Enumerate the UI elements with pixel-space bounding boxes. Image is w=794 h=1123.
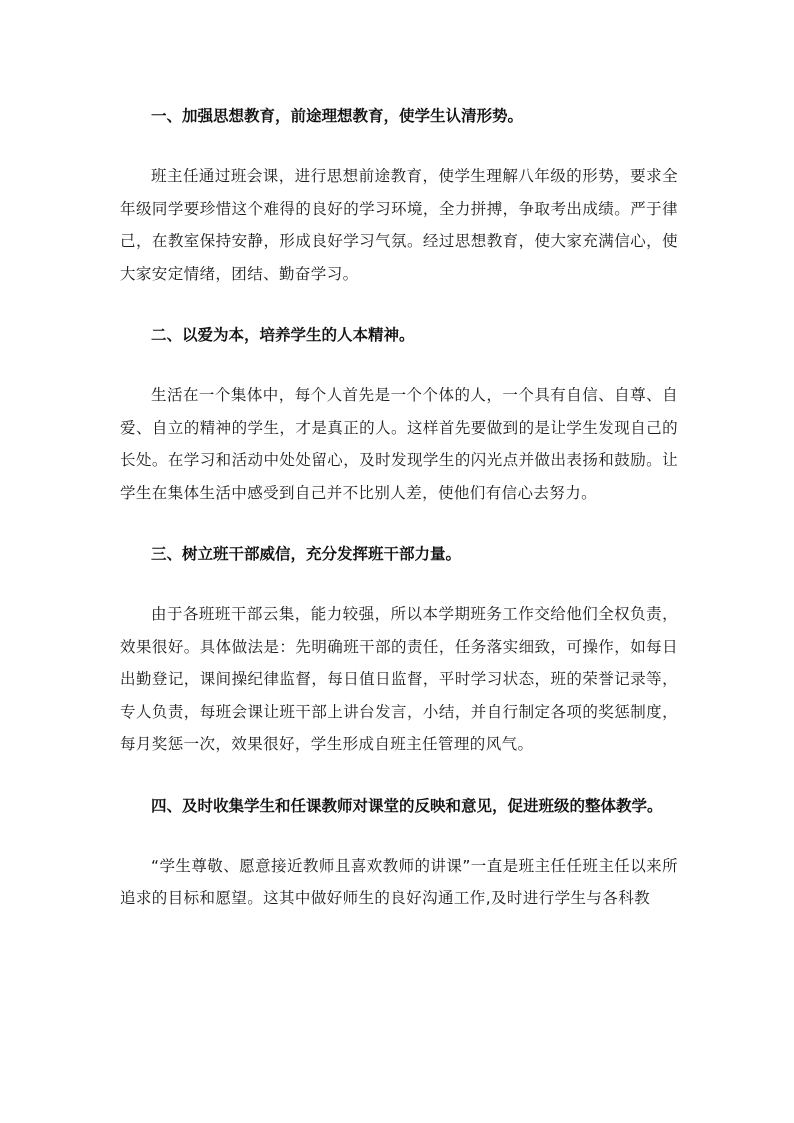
section-heading-3: 三、树立班干部威信，充分发挥班干部力量。	[151, 545, 462, 563]
section-body-3: 由于各班班干部云集，能力较强，所以本学期班务工作交给他们全权负责，效果很好。具体做法是：先明确班干部的责任，任务落实细致，可操作，如每日出勤登记，课间操纪律监督，每日值日监督，平时学习状态，班的荣誉记录等，专人负责，每班会课让班干部上讲台发言，小结，并自行制定各项的奖惩制度，每月奖惩一次，效果很好，学生形成自班主任管理的风气。	[120, 605, 678, 753]
section-heading-1: 一、加强思想教育，前途理想教育，使学生认清形势。	[151, 107, 524, 125]
section-body-1: 班主任通过班会课，进行思想前途教育，使学生理解八年级的形势，要求全年级同学要珍惜这个难得的良好的学习环境，全力拼搏，争取考出成绩。严于律己，在教室保持安静，形成良好学习气氛。经过思想教育，使大家充满信心，使大家安定情绪，团结、勤奋学习。	[120, 167, 678, 283]
section-body-4: “学生尊敬、愿意接近教师且喜欢教师的讲课”一直是班主任任班主任以来所追求的目标和愿望。这其中做好师生的良好沟通工作,及时进行学生与各科教	[120, 856, 678, 907]
document-content	[120, 96, 678, 915]
section-heading-2: 二、以爱为本，培养学生的人本精神。	[151, 326, 415, 344]
section-body-2: 生活在一个集体中，每个人首先是一个个体的人，一个具有自信、自尊、自爱、自立的精神的学生，才是真正的人。这样首先要做到的是让学生发现自己的长处。在学习和活动中处处留心，及时发现学生的闪光点并做出表扬和鼓励。让学生在集体生活中感受到自己并不比别人差，使他们有信心去努力。	[120, 386, 678, 502]
section-heading-4: 四、及时收集学生和任课教师对课堂的反映和意见，促进班级的整体教学。	[151, 796, 663, 815]
